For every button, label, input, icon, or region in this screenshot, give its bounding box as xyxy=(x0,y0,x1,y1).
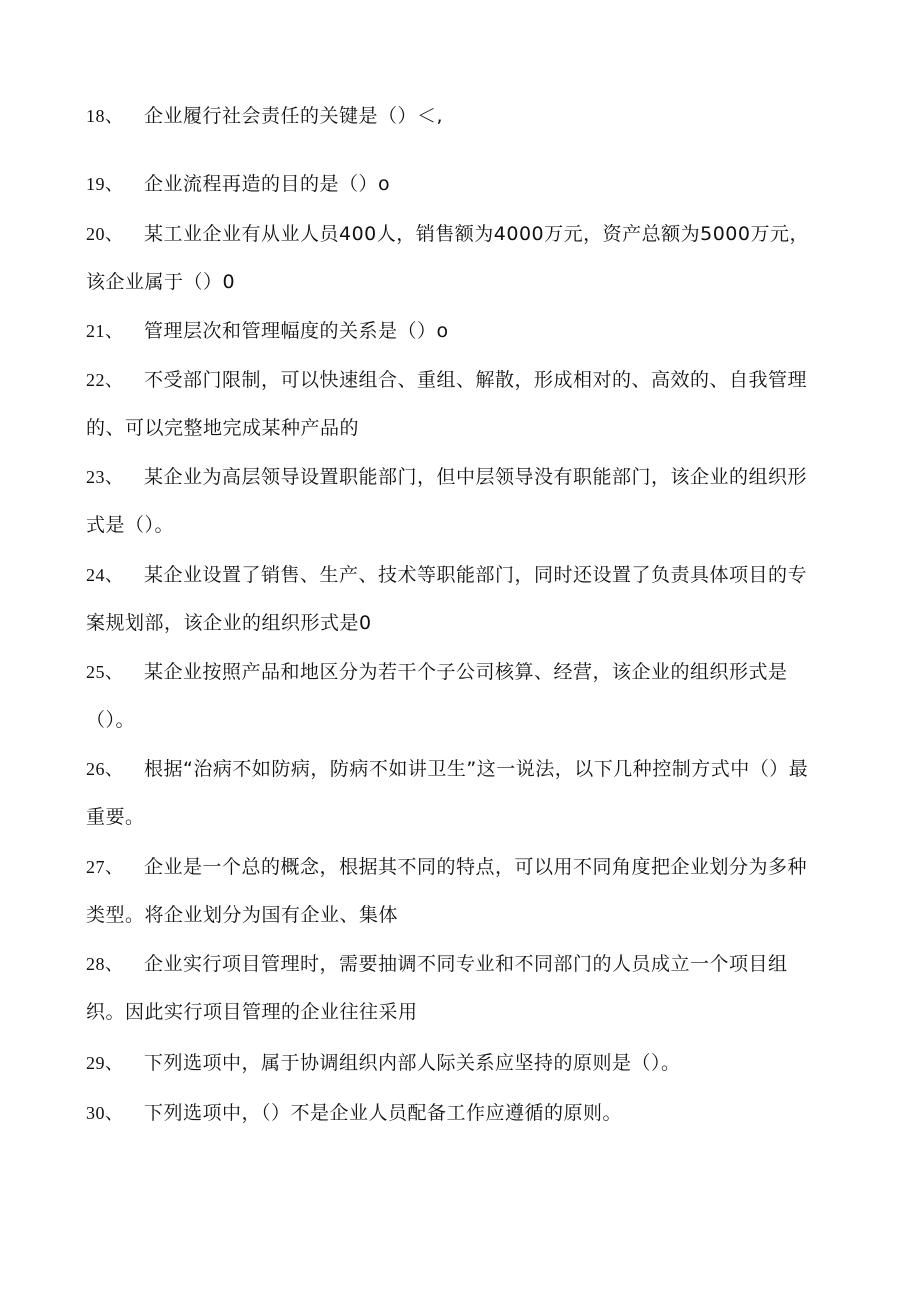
question-number: 22、 xyxy=(86,370,124,390)
question-18 xyxy=(86,92,826,140)
question-number: 25、 xyxy=(86,662,124,682)
question-text: 下列选项中，属于协调组织内部人际关系应坚持的原则是（）。 xyxy=(144,1052,681,1074)
question-25 xyxy=(86,648,826,744)
question-text: 管理层次和管理幅度的关系是（）o xyxy=(144,320,449,342)
question-20 xyxy=(86,210,826,306)
question-number: 23、 xyxy=(86,467,124,487)
question-number: 18、 xyxy=(86,106,124,126)
question-text: 某企业设置了销售、生产、技术等职能部门，同时还设置了负责具体项目的专案规划部，该企业的组织形式是0 xyxy=(86,564,808,634)
question-number: 27、 xyxy=(86,857,124,877)
question-text: 根据“治病不如防病，防病不如讲卫生”这一说法，以下几种控制方式中（）最重要。 xyxy=(86,758,809,828)
question-text: 某企业为高层领导设置职能部门，但中层领导没有职能部门，该企业的组织形式是（）。 xyxy=(86,466,808,536)
question-number: 30、 xyxy=(86,1103,124,1123)
question-number: 28、 xyxy=(86,954,124,974)
question-number: 21、 xyxy=(86,321,124,341)
question-text: 企业履行社会责任的关键是（）＜, xyxy=(144,105,444,127)
question-text: 某企业按照产品和地区分为若干个子公司核算、经营，该企业的组织形式是（）。 xyxy=(86,661,788,731)
question-26 xyxy=(86,745,826,841)
question-24 xyxy=(86,551,826,647)
question-text: 企业实行项目管理时，需要抽调不同专业和不同部门的人员成立一个项目组织。因此实行项目管理的企业往往采用 xyxy=(86,953,788,1023)
question-number: 20、 xyxy=(86,224,124,244)
question-22 xyxy=(86,356,826,452)
question-23 xyxy=(86,453,826,549)
question-28 xyxy=(86,940,826,1036)
question-number: 29、 xyxy=(86,1053,124,1073)
question-number: 26、 xyxy=(86,759,124,779)
question-number: 24、 xyxy=(86,565,124,585)
question-text: 企业流程再造的目的是（）o xyxy=(144,173,391,195)
question-text: 下列选项中，（）不是企业人员配备工作应遵循的原则。 xyxy=(144,1102,623,1124)
question-text: 企业是一个总的概念，根据其不同的特点，可以用不同角度把企业划分为多种类型。将企业划分为国有企业、集体 xyxy=(86,856,808,926)
question-text: 某工业企业有从业人员400人，销售额为4000万元，资产总额为5000万元，该企业属于（）0 xyxy=(86,223,809,293)
question-29 xyxy=(86,1039,826,1087)
question-text: 不受部门限制，可以快速组合、重组、解散，形成相对的、高效的、自我管理的、可以完整地完成某种产品的 xyxy=(86,369,808,439)
question-27 xyxy=(86,843,826,939)
question-21 xyxy=(86,307,826,355)
question-19 xyxy=(86,160,826,208)
question-number: 19、 xyxy=(86,174,124,194)
question-30 xyxy=(86,1089,826,1137)
